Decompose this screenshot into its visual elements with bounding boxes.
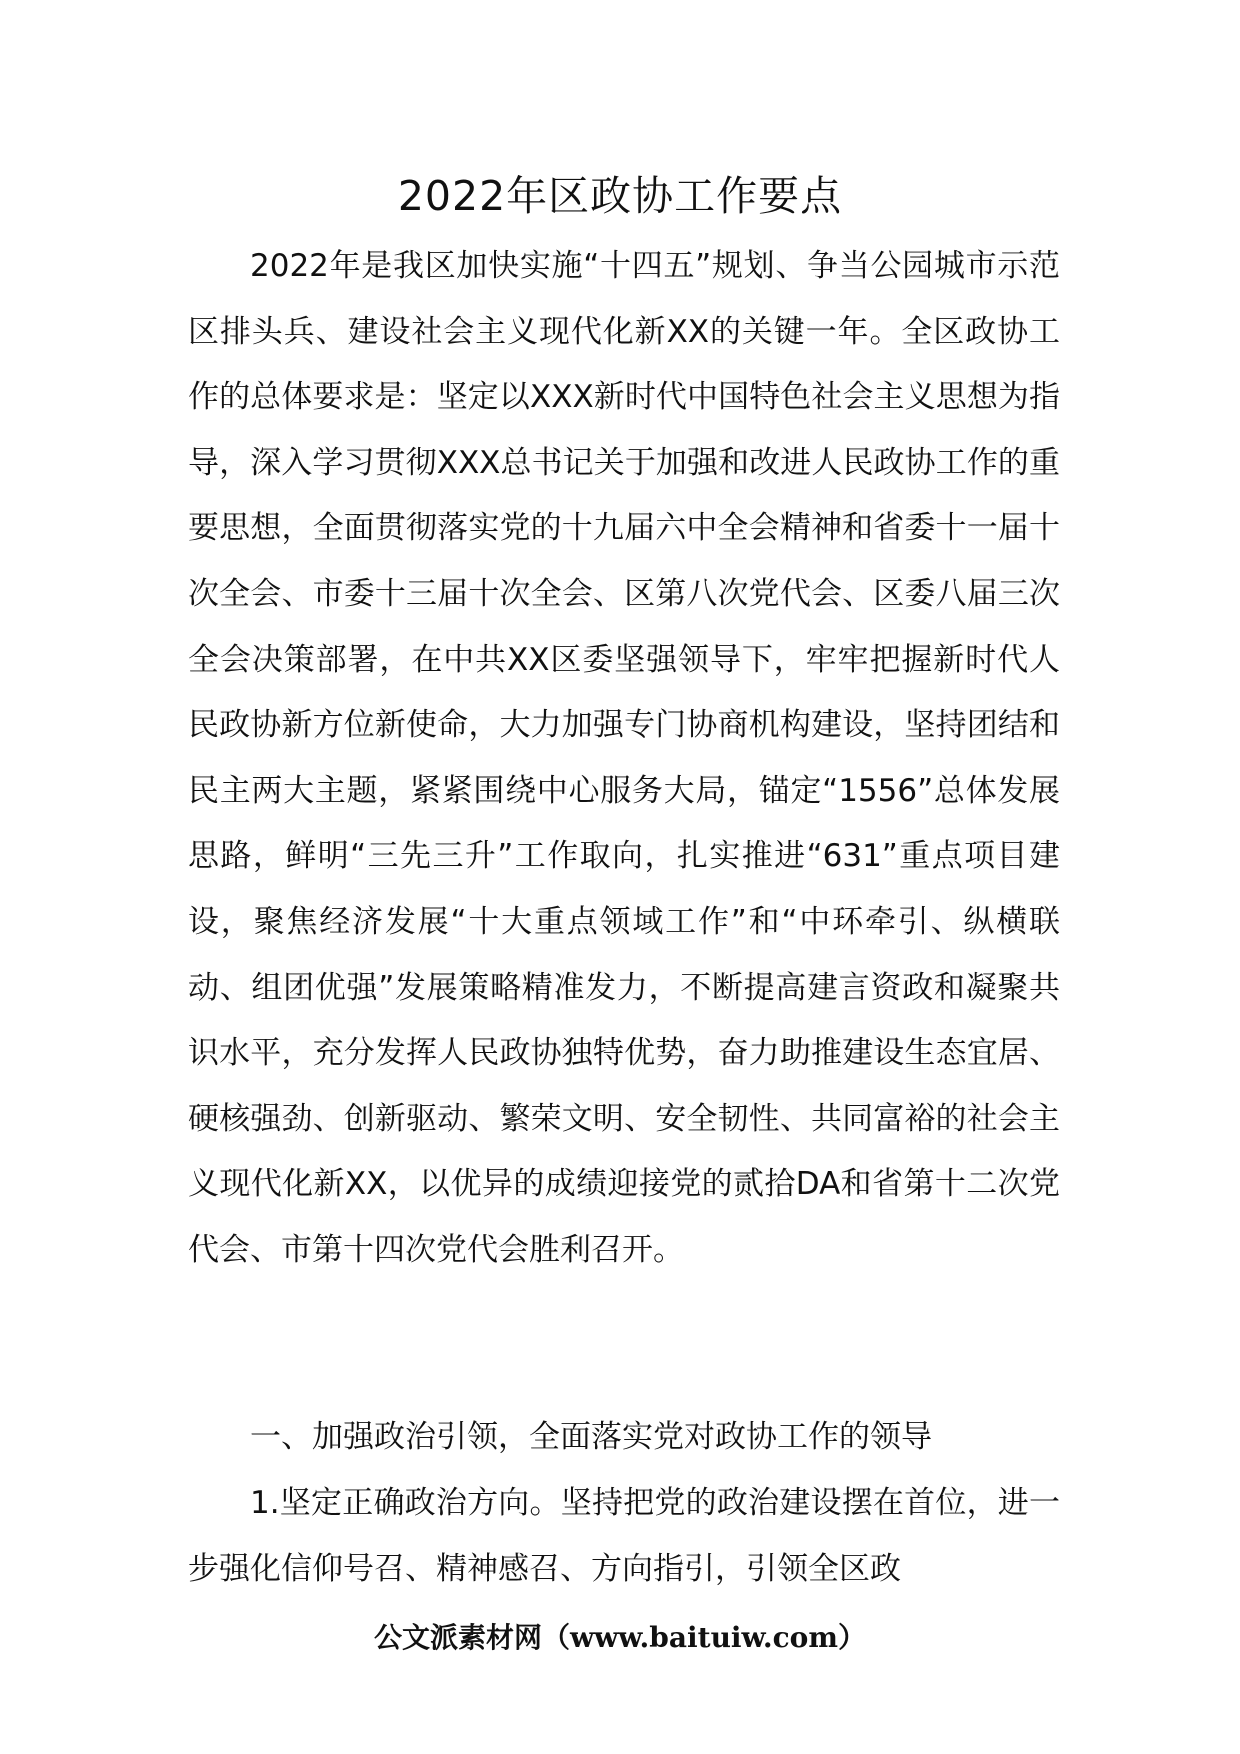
intro-paragraph: 2022年是我区加快实施“十四五”规划、争当公园城市示范区排头兵、建设社会主义现代化新XX的关键一年。全区政协工作的总体要求是：坚定以XXX新时代中国特色社会主义思想为指导，深入学习贯彻XXX总书记关于加强和改进人民政协工作的重要思想，全面贯彻落实党的十九届六中全会精神和省委十一届十次全会、市委十三届十次全会、区第八次党代会、区委八届三次全会决策部署，在中共XX区委坚强领导下，牢牢把握新时代人民政协新方位新使命，大力加强专门协商机构建设，坚持团结和民主两大主题，紧紧围绕中心服务大局，锚定“1556”总体发展思路，鲜明“三先三升”工作取向，扎实推进“631”重点项目建设，聚焦经济发展“十大重点领域工作”和“中环牵引、纵横联动、组团优强”发展策略精准发力，不断提高建言资政和凝聚共识水平，充分发挥人民政协独特优势，奋力助推建设生态宜居、硬核强劲、创新驱动、繁荣文明、安全韧性、共同富裕的社会主义现代化新XX，以优异的成绩迎接党的贰拾DA和省第十二次党代会、市第十四次党代会胜利召开。 (188, 248, 1060, 1268)
intro-section (188, 234, 1060, 1284)
section-1-item-1: 1.坚定正确政治方向。坚持把党的政治建设摆在首位，进一步强化信仰号召、精神感召、方向指引，引领全区政 (188, 1485, 1060, 1587)
document-title: 2022年区政协工作要点 (397, 172, 843, 220)
section-heading-1: 一、加强政治引领，全面落实党对政协工作的领导 (250, 1419, 932, 1455)
footer-watermark: 公文派素材网（www.baituiw.com） (374, 1621, 866, 1654)
